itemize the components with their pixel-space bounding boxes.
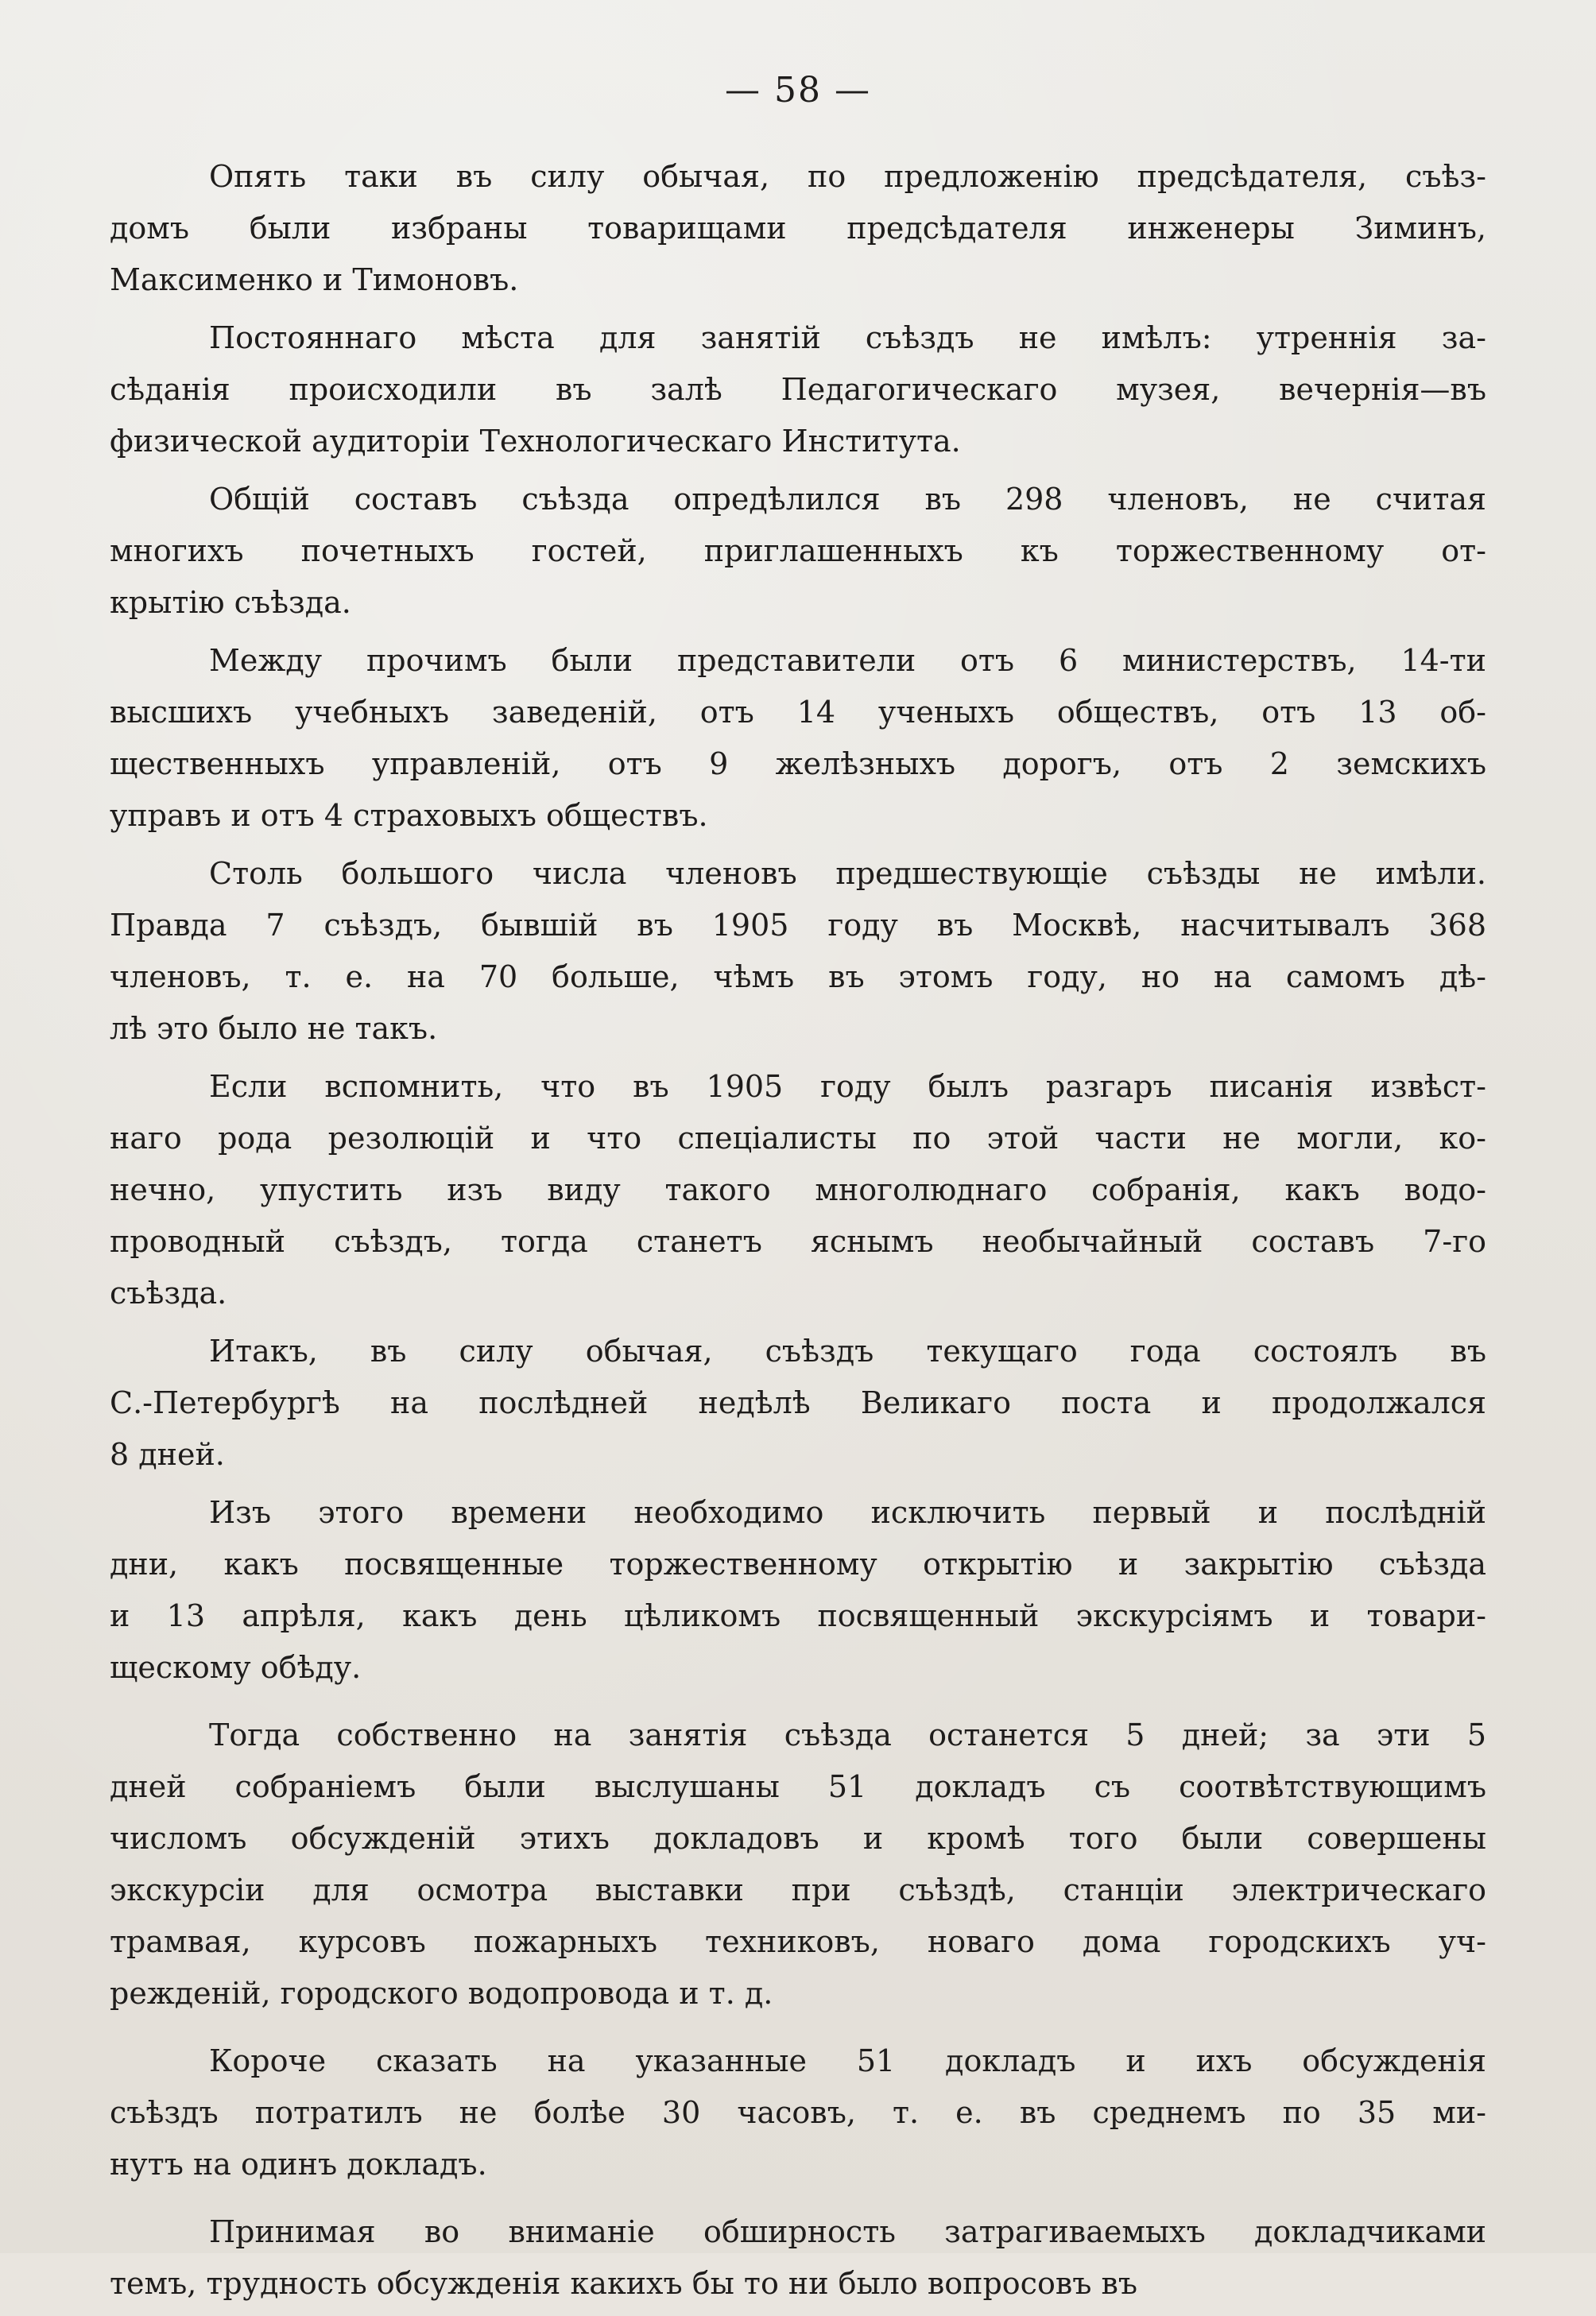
paragraph xyxy=(110,2206,1486,2310)
text-line: нутъ на одинъ докладъ. xyxy=(110,2147,487,2182)
text-line: числомъ обсужденій этихъ докладовъ и кромѣ того были совершены xyxy=(110,1821,1486,1856)
text-line: управъ и отъ 4 страховыхъ обществъ. xyxy=(110,798,708,833)
text-line: Если вспомнить, что въ 1905 году былъ разгаръ писанія извѣст- xyxy=(209,1069,1486,1104)
page-number: — 58 — xyxy=(725,70,871,110)
paragraph xyxy=(110,848,1486,1055)
text-line: режденій, городского водопровода и т. д. xyxy=(110,1976,773,2011)
text-line: Между прочимъ были представители отъ 6 министерствъ, 14-ти xyxy=(209,643,1486,678)
text-line: Принимая во вниманіе обширность затрагиваемыхъ докладчиками xyxy=(209,2214,1486,2249)
text-line: темъ, трудность обсужденія какихъ бы то ни было вопросовъ въ xyxy=(110,2266,1138,2301)
text-line: экскурсіи для осмотра выставки при съѣздѣ, станціи электрическаго xyxy=(110,1873,1486,1907)
text-line: трамвая, курсовъ пожарныхъ техниковъ, новаго дома городскихъ уч- xyxy=(110,1924,1486,1959)
text-line: щественныхъ управленій, отъ 9 желѣзныхъ дорогъ, отъ 2 земскихъ xyxy=(110,746,1486,781)
text-line: Тогда собственно на занятія съѣзда останется 5 дней; за эти 5 xyxy=(209,1718,1486,1752)
text-line: проводный съѣздъ, тогда станетъ яснымъ необычайный составъ 7-го xyxy=(110,1224,1486,1259)
text-line: и 13 апрѣля, какъ день цѣликомъ посвященный экскурсіямъ и товари- xyxy=(110,1598,1486,1633)
text-line: физической аудиторіи Технологическаго Института. xyxy=(110,424,961,459)
text-line: крытію съѣзда. xyxy=(110,585,351,620)
text-line: домъ были избраны товарищами предсѣдателя инженеры Зиминъ, xyxy=(110,211,1486,246)
text-line: Изъ этого времени необходимо исключить первый и послѣдній xyxy=(209,1495,1486,1530)
paragraph xyxy=(110,1326,1486,1481)
paragraph xyxy=(110,151,1486,306)
text-line: нечно, упустить изъ виду такого многолюднаго собранія, какъ водо- xyxy=(110,1172,1486,1207)
text-line: 8 дней. xyxy=(110,1437,225,1472)
text-line: многихъ почетныхъ гостей, приглашенныхъ къ торжественному от- xyxy=(110,533,1486,568)
body-text xyxy=(110,151,1486,2316)
paragraph xyxy=(110,312,1486,467)
text-line: щескому обѣду. xyxy=(110,1650,362,1685)
paragraph xyxy=(110,1487,1486,1694)
text-line: Опять таки въ силу обычая, по предложенію предсѣдателя, съѣз- xyxy=(209,159,1486,194)
text-line: съѣзда. xyxy=(110,1276,227,1311)
text-line: съѣздъ потратилъ не болѣе 30 часовъ, т. е. въ среднемъ по 35 ми- xyxy=(110,2095,1486,2130)
text-line: членовъ, т. е. на 70 больше, чѣмъ въ этомъ году, но на самомъ дѣ- xyxy=(110,959,1486,994)
paragraph xyxy=(110,635,1486,842)
text-line: лѣ это было не такъ. xyxy=(110,1011,438,1046)
text-line: наго рода резолюцій и что спеціалисты по этой части не могли, ко- xyxy=(110,1121,1486,1156)
text-line: Итакъ, въ силу обычая, съѣздъ текущаго года состоялъ въ xyxy=(209,1334,1486,1369)
text-line: С.-Петербургѣ на послѣдней недѣлѣ Великаго поста и продолжался xyxy=(110,1385,1486,1420)
paragraph xyxy=(110,2035,1486,2190)
text-line: Правда 7 съѣздъ, бывшій въ 1905 году въ Москвѣ, насчитывалъ 368 xyxy=(110,908,1486,943)
text-line: дни, какъ посвященные торжественному открытію и закрытію съѣзда xyxy=(110,1547,1486,1582)
text-line: дней собраніемъ были выслушаны 51 докладъ съ соотвѣтствующимъ xyxy=(110,1769,1486,1804)
text-line: Постояннаго мѣста для занятій съѣздъ не имѣлъ: утреннія за- xyxy=(209,320,1486,355)
paragraph xyxy=(110,1710,1486,2020)
paragraph xyxy=(110,474,1486,629)
text-line: Общій составъ съѣзда опредѣлился въ 298 членовъ, не считая xyxy=(209,482,1486,517)
paragraph xyxy=(110,1061,1486,1319)
text-line: высшихъ учебныхъ заведеній, отъ 14 ученыхъ обществъ, отъ 13 об- xyxy=(110,695,1486,730)
text-line: сѣданія происходили въ залѣ Педагогическаго музея, вечернія—въ xyxy=(110,372,1486,407)
text-line: Максименко и Тимоновъ. xyxy=(110,262,519,297)
text-line: Короче сказать на указанные 51 докладъ и ихъ обсужденія xyxy=(209,2043,1486,2078)
text-line: Столь большого числа членовъ предшествующіе съѣзды не имѣли. xyxy=(209,856,1486,891)
